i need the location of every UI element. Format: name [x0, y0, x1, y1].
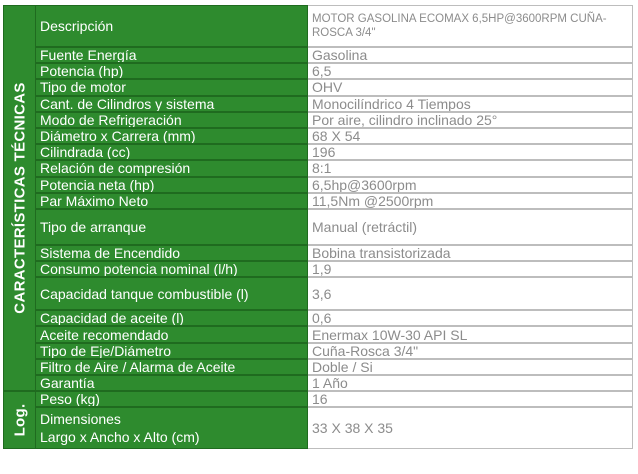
log-section	[3, 391, 633, 449]
table-row	[36, 375, 633, 391]
row-label-line: Largo x Ancho x Alto (cm)	[40, 429, 200, 446]
row-value: MOTOR GASOLINA ECOMAX 6,5HP@3600RPM CUÑA-ROSCA 3/4"	[308, 5, 633, 47]
row-label: Cant. de Cilindros y sistema	[36, 96, 308, 112]
row-value: 0,6	[308, 310, 633, 326]
row-value: Enermax 10W-30 API SL	[308, 326, 633, 342]
table-row	[36, 310, 633, 326]
row-value: 8:1	[308, 160, 633, 176]
table-row	[36, 326, 633, 342]
table-row	[36, 391, 633, 407]
row-label: Fuente Energía	[36, 47, 308, 63]
row-label: Filtro de Aire / Alarma de Aceite	[36, 359, 308, 375]
row-value: 196	[308, 144, 633, 160]
row-label: Consumo potencia nominal (l/h)	[36, 261, 308, 277]
row-label: Potencia neta (hp)	[36, 177, 308, 193]
row-label: Potencia (hp)	[36, 63, 308, 79]
row-label: Descripción	[36, 5, 308, 47]
row-value: OHV	[308, 79, 633, 95]
row-label: Relación de compresión	[36, 160, 308, 176]
row-value: 11,5Nm @2500rpm	[308, 193, 633, 209]
tech-rows	[36, 5, 633, 391]
row-label	[36, 407, 308, 449]
table-row	[36, 193, 633, 209]
table-row	[36, 277, 633, 310]
spec-sheet	[3, 5, 633, 465]
row-label: Capacidad tanque combustible (l)	[36, 277, 308, 310]
row-value: 6,5	[308, 63, 633, 79]
row-label: Sistema de Encendido	[36, 245, 308, 261]
row-value: Bobina transistorizada	[308, 245, 633, 261]
log-rows	[36, 391, 633, 449]
row-label: Garantía	[36, 375, 308, 391]
table-row	[36, 209, 633, 245]
row-label: Tipo de motor	[36, 79, 308, 95]
row-label: Peso (kg)	[36, 391, 308, 407]
row-label: Par Máximo Neto	[36, 193, 308, 209]
log-side-label: Log.	[11, 403, 28, 437]
row-value: 33 X 38 X 35	[308, 407, 633, 449]
row-value: Cuña-Rosca 3/4"	[308, 343, 633, 359]
row-label: Cilindrada (cc)	[36, 144, 308, 160]
table-row	[36, 144, 633, 160]
tech-section	[3, 5, 633, 391]
log-side-header	[3, 391, 36, 449]
row-label: Aceite recomendado	[36, 326, 308, 342]
table-row	[36, 261, 633, 277]
table-row	[36, 343, 633, 359]
table-row	[36, 128, 633, 144]
row-value: Por aire, cilindro inclinado 25°	[308, 112, 633, 128]
tech-side-label: CARACTERÍSTICAS TÉCNICAS	[11, 82, 28, 314]
row-value: 3,6	[308, 277, 633, 310]
row-label: Capacidad de aceite (l)	[36, 310, 308, 326]
row-value: Manual (retráctil)	[308, 209, 633, 245]
row-value: 16	[308, 391, 633, 407]
row-value: 1,9	[308, 261, 633, 277]
row-label: Modo de Refrigeración	[36, 112, 308, 128]
table-row	[36, 63, 633, 79]
row-label: Tipo de arranque	[36, 209, 308, 245]
row-value: Monocilíndrico 4 Tiempos	[308, 96, 633, 112]
row-value: Gasolina	[308, 47, 633, 63]
row-value: 1 Año	[308, 375, 633, 391]
table-row	[36, 407, 633, 449]
table-row	[36, 245, 633, 261]
table-row	[36, 47, 633, 63]
row-label: Tipo de Eje/Diámetro	[36, 343, 308, 359]
row-value: 68 X 54	[308, 128, 633, 144]
row-label-line: Dimensiones	[40, 411, 121, 428]
table-row	[36, 112, 633, 128]
table-row	[36, 177, 633, 193]
row-value: 6,5hp@3600rpm	[308, 177, 633, 193]
table-row	[36, 5, 633, 47]
table-row	[36, 359, 633, 375]
row-value: Doble / Si	[308, 359, 633, 375]
table-row	[36, 79, 633, 95]
tech-side-header	[3, 5, 36, 391]
row-label: Diámetro x Carrera (mm)	[36, 128, 308, 144]
table-row	[36, 96, 633, 112]
table-row	[36, 160, 633, 176]
